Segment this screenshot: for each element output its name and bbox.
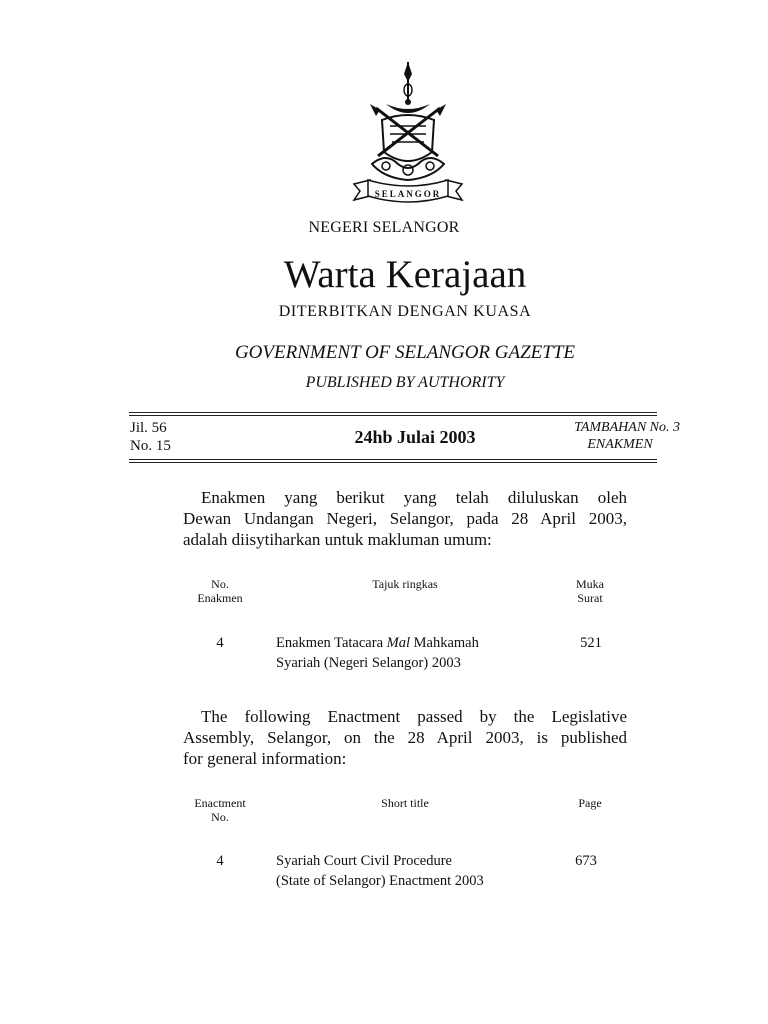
top-rule-1 xyxy=(129,412,657,413)
english-col-no-line2: No. xyxy=(211,810,229,824)
malay-col-no-line1: No. xyxy=(211,577,229,591)
english-col-no-line1: Enactment xyxy=(194,796,246,810)
gazette-title-english: GOVERNMENT OF SELANGOR GAZETTE xyxy=(234,342,576,363)
malay-row-title xyxy=(276,633,546,673)
malay-row-title-part-b: Mal xyxy=(386,635,410,651)
english-paragraph-line-3: for general information: xyxy=(183,749,347,768)
malay-row-page: 521 xyxy=(580,635,602,651)
english-row-page: 673 xyxy=(575,853,597,869)
malay-paragraph-line-2: Dewan Undangan Negeri, Selangor, pada 28 April 2003, xyxy=(183,509,627,528)
english-col-page-header: Page xyxy=(578,796,602,810)
malay-col-no-header xyxy=(180,577,260,605)
english-row-title xyxy=(276,851,556,891)
english-paragraph-line-2: Assembly, Selangor, on the 28 April 2003, is published xyxy=(183,728,627,747)
malay-col-no-line2: Enakmen xyxy=(197,591,243,605)
malay-row-number: 4 xyxy=(216,635,224,651)
bottom-rule-2 xyxy=(129,462,657,463)
english-paragraph-line-1: The following Enactment passed by the Legislative xyxy=(201,707,627,726)
supplement-number: TAMBAHAN No. 3 xyxy=(574,420,680,435)
volume-number: Jil. 56 xyxy=(130,420,167,436)
malay-col-title-header: Tajuk ringkas xyxy=(372,577,438,591)
selangor-crest-emblem xyxy=(346,60,470,210)
published-by-authority-malay: DITERBITKAN DENGAN KUASA xyxy=(278,303,532,320)
state-name: NEGERI SELANGOR xyxy=(308,219,460,236)
published-by-authority-english: PUBLISHED BY AUTHORITY xyxy=(305,374,505,391)
english-row-title-line1: Syariah Court Civil Procedure xyxy=(276,853,452,869)
english-col-no-header xyxy=(180,796,260,824)
bottom-rule-1 xyxy=(129,459,657,460)
english-col-title-header: Short title xyxy=(381,796,429,810)
issue-date: 24hb Julai 2003 xyxy=(354,427,476,447)
top-rule-2 xyxy=(129,415,657,416)
issue-number: No. 15 xyxy=(130,438,171,454)
english-row-number: 4 xyxy=(216,853,224,869)
malay-row-title-part-c: Mahkamah xyxy=(410,635,479,651)
malay-col-page-line1: Muka xyxy=(576,577,604,591)
malay-paragraph-line-1: Enakmen yang berikut yang telah diluluskan oleh xyxy=(201,488,627,507)
english-intro-paragraph xyxy=(183,706,627,769)
gazette-title-malay: Warta Kerajaan xyxy=(283,253,527,296)
english-row-title-line2: (State of Selangor) Enactment 2003 xyxy=(276,873,484,889)
supplement-type: ENAKMEN xyxy=(587,437,653,452)
malay-intro-paragraph xyxy=(183,487,627,550)
malay-row-title-line2: Syariah (Negeri Selangor) 2003 xyxy=(276,655,461,671)
malay-col-page-line2: Surat xyxy=(577,591,603,605)
malay-paragraph-line-3: adalah diisytiharkan untuk makluman umum: xyxy=(183,530,492,549)
malay-col-page-header xyxy=(555,577,625,605)
malay-row-title-part-a: Enakmen Tatacara xyxy=(276,635,387,651)
crest-ribbon-text: SELANGOR xyxy=(374,189,442,199)
